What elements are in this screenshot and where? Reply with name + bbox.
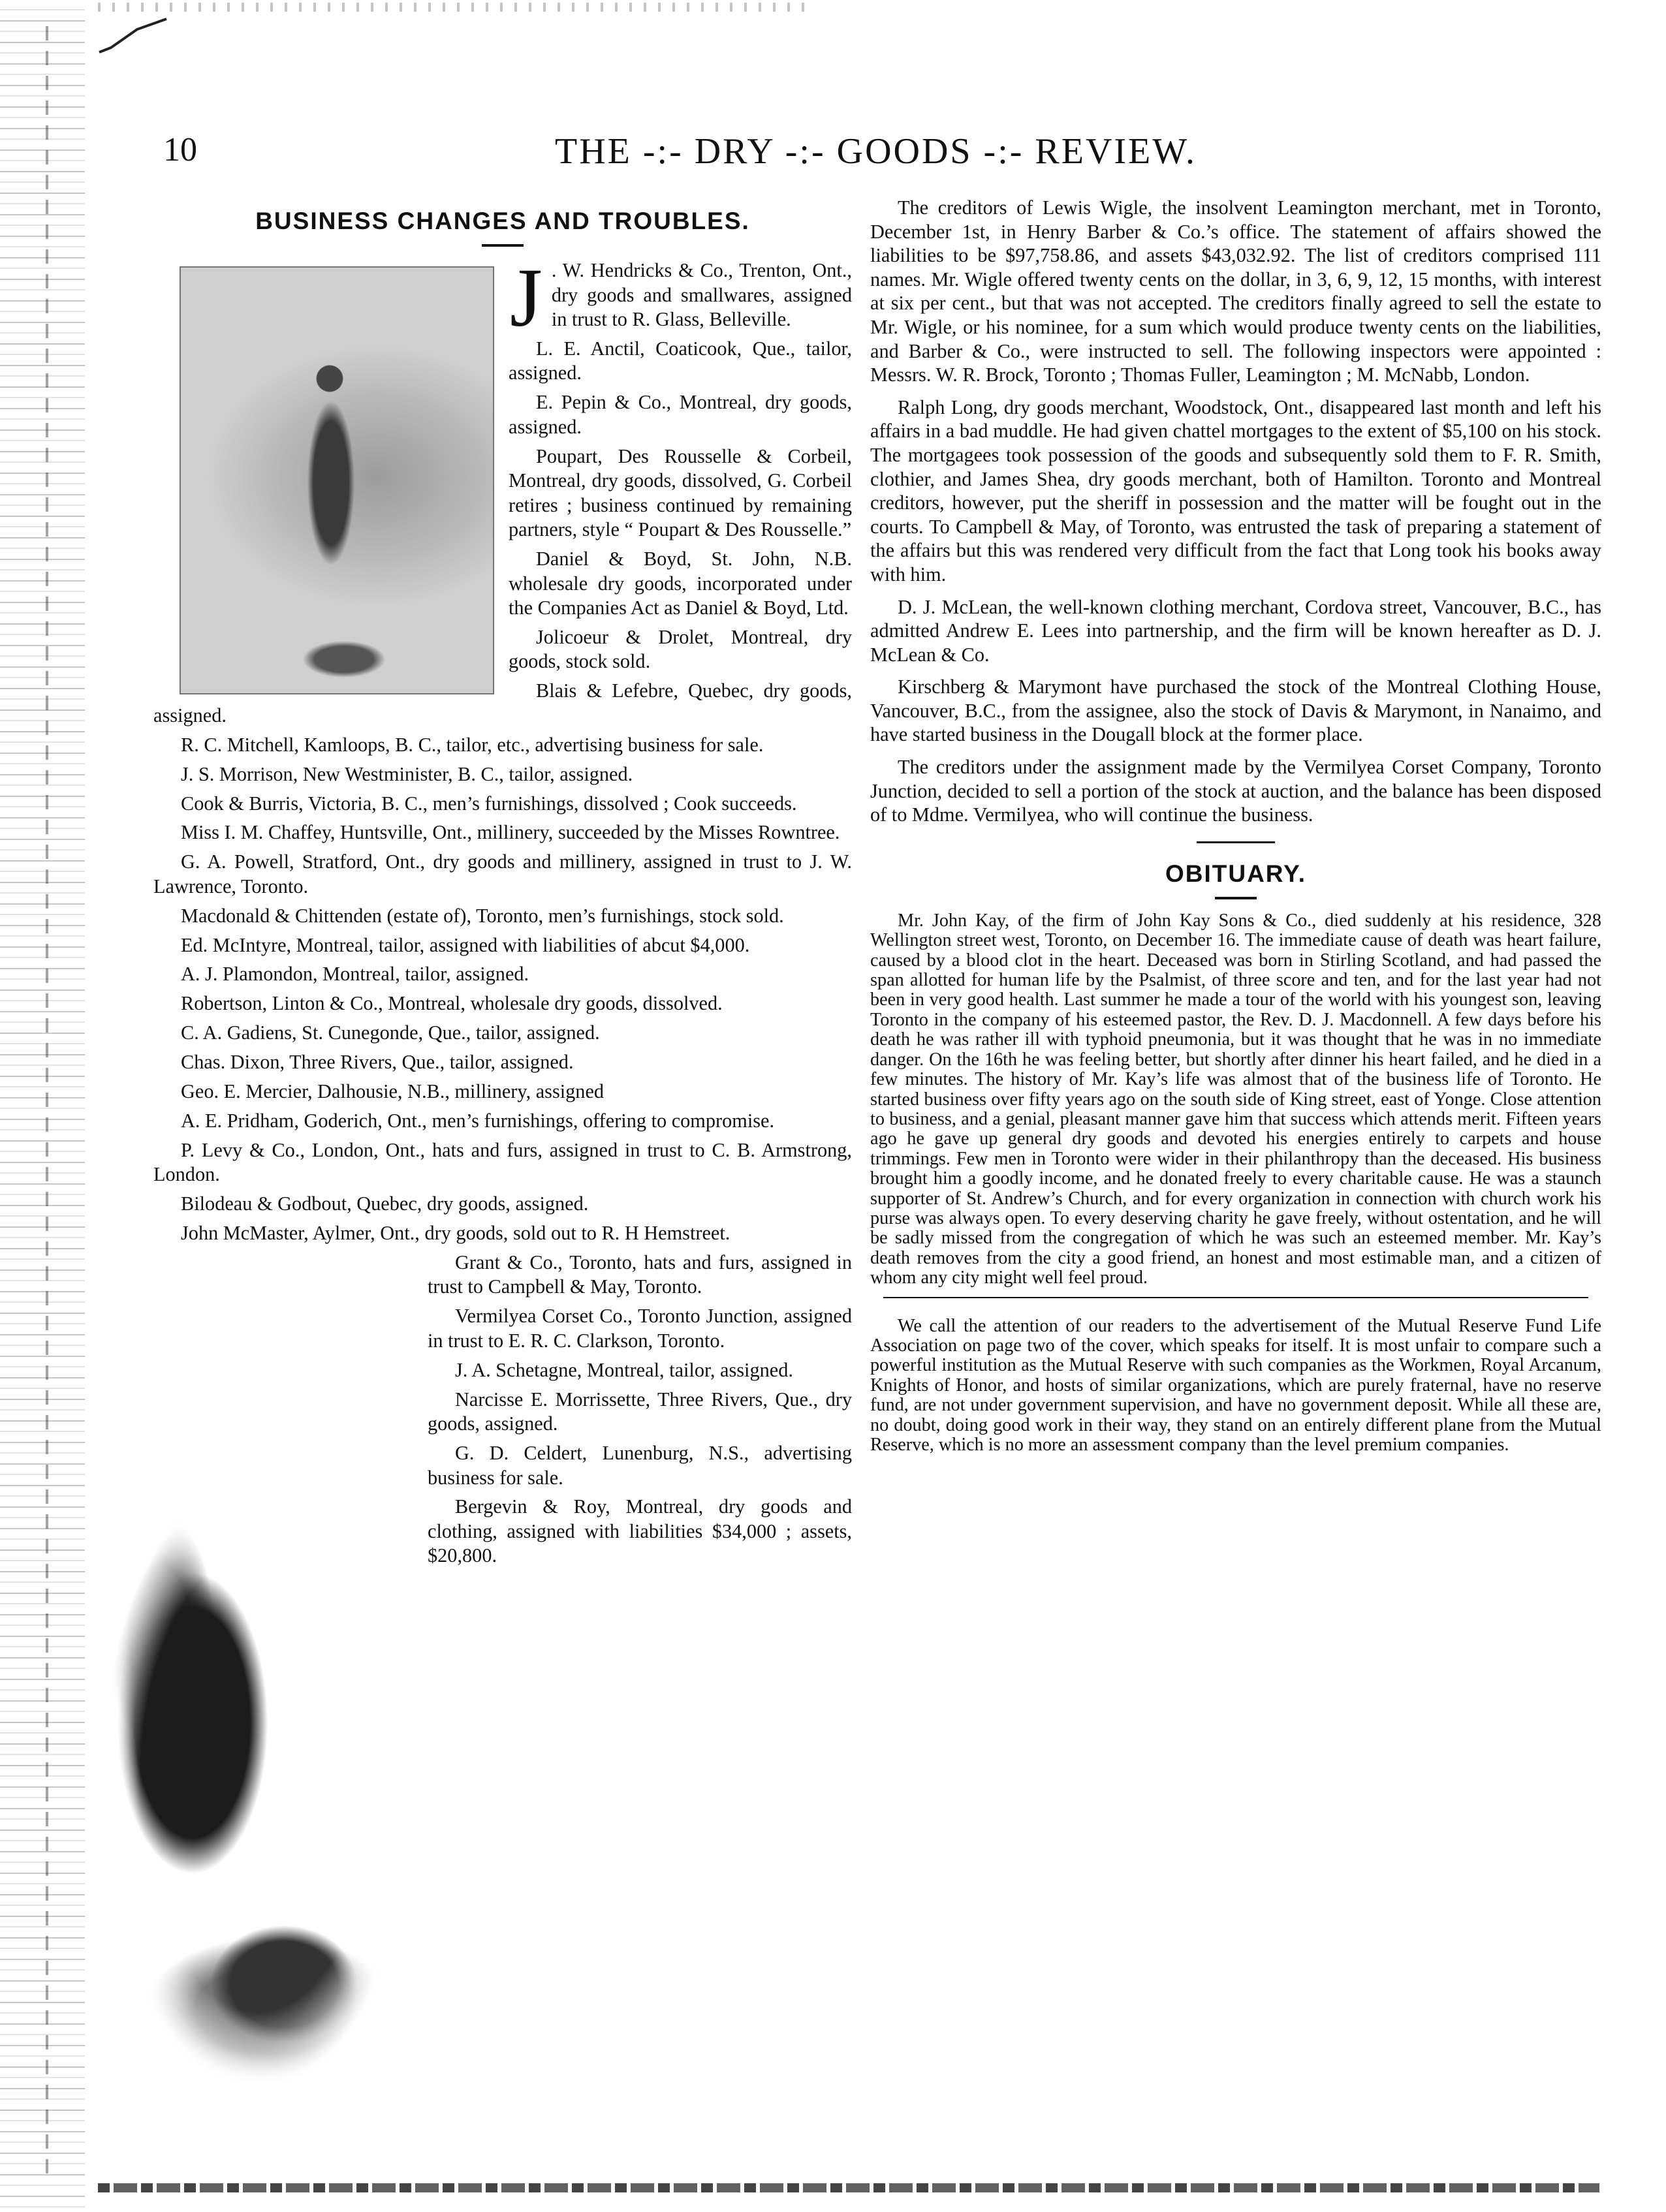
list-item: Chas. Dixon, Three Rivers, Que., tailor, assigned. <box>181 1051 574 1074</box>
list-item: J. A. Schetagne, Montreal, tailor, assigned. <box>455 1358 793 1381</box>
list-item: R. C. Mitchell, Kamloops, B. C., tailor, etc., advertising business for sale. <box>181 733 764 756</box>
list-item: L. E. Anctil, Coaticook, Que., tailor, assigned. <box>509 337 852 384</box>
heading-rule <box>1215 897 1257 899</box>
advertisement-notice: We call the attention of our readers to the advertisement of the Mutual Reserve Fund Life Association on page two of the cover, which speaks for itself. It is most unfair to compare such a powerful institution as the Mutual Reserve with such companies as the Workmen, Royal Arcanum, Knights of Honor, and hosts of similar organizations, which are purely fraternal, have no reserve fund, are not under government supervision, and have no government deposit. While all these are, no doubt, doing good work in their way, they stand on an entirely different plane from the Mutual Reserve, which is no more an assessment company than the level premium companies. <box>870 1315 1601 1455</box>
list-item: A. E. Pridham, Goderich, Ont., men’s furnishings, offering to compromise. <box>181 1109 775 1132</box>
list-item: Narcisse E. Morrissette, Three Rivers, Que., dry goods, assigned. <box>428 1388 852 1435</box>
list-item: Ed. McIntyre, Montreal, tailor, assigned with liabilities of abcut $4,000. <box>181 933 750 956</box>
scan-binding-edge <box>0 0 85 2212</box>
scan-top-edge <box>98 3 816 12</box>
list-item: Jolicoeur & Drolet, Montreal, dry goods, stock sold. <box>509 625 852 673</box>
scan-bottom-edge <box>98 2183 1599 2192</box>
heading-rule <box>482 244 524 247</box>
obituary-heading: OBITUARY. <box>1165 860 1307 887</box>
right-column <box>870 196 1601 1463</box>
list-item: Blais & Lefebre, Quebec, dry goods, assigned. <box>153 679 852 726</box>
list-item: Cook & Burris, Victoria, B. C., men’s furnishings, dissolved ; Cook succeeds. <box>181 792 797 815</box>
obituary-text <box>870 911 1601 1288</box>
news-paragraphs <box>870 196 1601 827</box>
list-item: Macdonald & Chittenden (estate of), Toronto, men’s furnishings, stock sold. <box>181 904 784 927</box>
business-changes-heading: BUSINESS CHANGES AND TROUBLES. <box>255 208 750 234</box>
news-paragraph: Kirschberg & Marymont have purchased the stock of the Montreal Clothing House, Vancouver, B.C., from the assignee, also the stock of Davis & Marymont, in Nanaimo, and have started business in the Dougall block at the former place. <box>870 676 1601 746</box>
list-item: Bilodeau & Godbout, Quebec, dry goods, assigned. <box>181 1192 589 1215</box>
section-rule <box>883 1297 1588 1298</box>
news-paragraph: D. J. McLean, the well-known clothing merchant, Cordova street, Vancouver, B.C., has admitted Andrew E. Lees into partnership, and the firm will be known hereafter as D. J. McLean & Co. <box>870 595 1601 666</box>
drop-cap: J <box>510 251 542 344</box>
news-paragraph: Ralph Long, dry goods merchant, Woodstock, Ont., disappeared last month and left his affairs in a bad muddle. He had given chattel mortgages to the extent of $5,100 on his stock. The mortgagees took possession of the goods and subsequently sold them to F. R. Smith, clothier, and James Shea, dry goods merchant, both of Hamilton. Toronto and Montreal creditors, however, put the sheriff in possession and the matter will be fought out in the courts. To Campbell & May, of Toronto, was entrusted the task of preparing a statement of the affairs but this was rendered very difficult from the fact that Long took his books away with him. <box>870 396 1601 585</box>
list-item: Miss I. M. Chaffey, Huntsville, Ont., millinery, succeeded by the Misses Rowntree. <box>181 821 840 844</box>
page-number: 10 <box>163 131 197 168</box>
list-item: J. S. Morrison, New Westminister, B. C., tailor, assigned. <box>181 762 633 785</box>
illustration-landscape-vignette <box>101 1475 415 2082</box>
business-entries <box>153 251 852 1568</box>
list-item: Robertson, Linton & Co., Montreal, wholesale dry goods, dissolved. <box>181 992 723 1015</box>
list-item: Vermilyea Corset Co., Toronto Junction, assigned in trust to E. R. C. Clarkson, Toronto. <box>428 1305 852 1352</box>
list-item: E. Pepin & Co., Montreal, dry goods, assigned. <box>509 391 852 438</box>
illustration-woman-in-field <box>180 266 494 694</box>
running-head <box>163 131 1652 176</box>
list-item: Grant & Co., Toronto, hats and furs, assigned in trust to Campbell & May, Toronto. <box>428 1251 852 1298</box>
list-item: Poupart, Des Rousselle & Corbeil, Montreal, dry goods, dissolved, G. Corbeil retires ; business continued by remaining partners, style “ Poupart & Des Rousselle.” <box>509 444 852 541</box>
list-item: John McMaster, Aylmer, Ont., dry goods, sold out to R. H Hemstreet. <box>181 1222 731 1245</box>
news-paragraph: The creditors of Lewis Wigle, the insolvent Leamington merchant, met in Toronto, December 1st, in Henry Barber & Co.’s office. The statement of affairs showed the liabilities to be $97,758.86, and assets $43,032.92. The list of creditors comprised 111 names. Mr. Wigle offered twenty cents on the dollar, in 3, 6, 9, 12, 15 months, with interest at six per cent., but that was not accepted. The creditors finally agreed to sell the estate to Mr. Wigle, or his nominee, for a sum which would produce twenty cents on the liabilities, and Barber & Co., were instructed to sell. The following inspectors were appointed : Messrs. W. R. Brock, Toronto ; Thomas Fuller, Leamington ; M. McNabb, London. <box>870 196 1601 386</box>
obituary-paragraph: Mr. John Kay, of the firm of John Kay Sons & Co., died suddenly at his residence, 328 Wellington street west, Toronto, on December 16. The immediate cause of death was heart failure, caused by a blood clot in the heart. Deceased was born in Stirling Scotland, and had passed the span allotted for human life by the Psalmist, of three score and ten, and for the last year had not been in very good health. Last summer he made a tour of the world with his youngest son, leaving Toronto in the company of his esteemed pastor, the Rev. D. J. Macdonnell. A few days before his death he was rather ill with typhoid pneumonia, but it was thought that he was in no immediate danger. On the 16th he was feeling better, but shortly after dinner his heart failed, and he died in a few minutes. The history of Mr. Kay’s life was almost that of the business life of Toronto. He started business over fifty years ago on the south side of King street, east of Yonge. Close attention to business, and a genial, pleasant manner gave him that success which attends merit. Fifteen years ago he gave up general dry goods and devoted his energies entirely to carpets and house trimmings. Few men in Toronto were wider in their philanthropy than the deceased. His business brought him a goodly income, and he donated freely to every charitable cause. He was a staunch supporter of St. Andrew’s Church, and for every organization in connection with church work his purse was always open. To every deserving charity he gave freely, without ostentation, and he will be sadly missed from the congregation of which he was such an esteemed member. Mr. Kay’s death removes from the city a good friend, an honest and most estimable man, and a citizen of whom any city might well feel proud. <box>870 910 1601 1288</box>
list-item: Bergevin & Roy, Montreal, dry goods and clothing, assigned with liabilities $34,000 ; assets, $20,800. <box>428 1495 852 1567</box>
publication-title: THE -:- DRY -:- GOODS -:- REVIEW. <box>555 131 1197 172</box>
list-item: P. Levy & Co., London, Ont., hats and furs, assigned in trust to C. B. Armstrong, London. <box>153 1138 852 1186</box>
list-item: G. A. Powell, Stratford, Ont., dry goods and millinery, assigned in trust to J. W. Lawrence, Toronto. <box>153 850 852 897</box>
section-rule <box>1197 841 1275 843</box>
news-paragraph: The creditors under the assignment made by the Vermilyea Corset Company, Toronto Junction, decided to sell a portion of the stock at auction, and the balance has been disposed of to Mdme. Vermilyea, who will continue the business. <box>870 756 1601 826</box>
list-item: Geo. E. Mercier, Dalhousie, N.B., millinery, assigned <box>181 1080 605 1103</box>
scan-binding-line <box>46 26 48 2180</box>
entry-text: . W. Hendricks & Co., Trenton, Ont., dry goods and smallwares, assigned in trust to R. Glass, Belleville. <box>551 259 852 330</box>
list-item: Daniel & Boyd, St. John, N.B. wholesale dry goods, incorporated under the Companies Act as Daniel & Boyd, Ltd. <box>509 548 852 619</box>
list-item: C. A. Gadiens, St. Cunegonde, Que., tailor, assigned. <box>181 1021 600 1044</box>
list-item: G. D. Celdert, Lunenburg, N.S., advertising business for sale. <box>428 1442 852 1489</box>
list-item: A. J. Plamondon, Montreal, tailor, assigned. <box>181 963 529 986</box>
pen-stroke-mark <box>98 16 170 55</box>
